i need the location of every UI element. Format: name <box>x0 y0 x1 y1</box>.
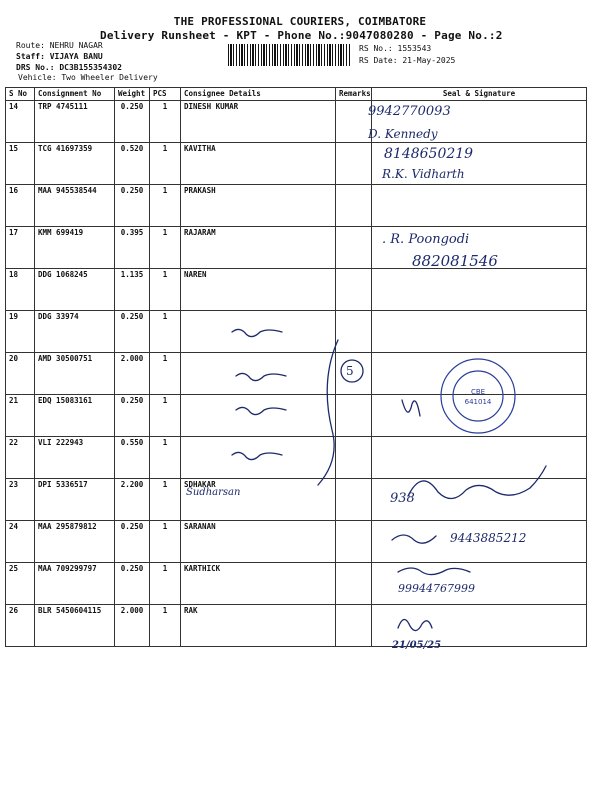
signature-scribble-row19 <box>232 329 282 336</box>
cell-sno: 20 <box>6 353 35 395</box>
cell-consignment: MAA 709299797 <box>35 563 115 605</box>
handwritten-date: 21/05/25 <box>392 640 442 651</box>
route-label: Route: NEHRU NAGAR <box>16 41 103 50</box>
drs-number: DRS No.: DC3B155354302 <box>16 63 122 72</box>
cell-pcs: 1 <box>150 185 181 227</box>
cell-consignee: DINESH KUMAR <box>181 101 336 143</box>
cell-consignee: PRAKASH <box>181 185 336 227</box>
cell-consignment: DPI 5336517 <box>35 479 115 521</box>
cell-sno: 16 <box>6 185 35 227</box>
cell-consignment: MAA 945538544 <box>35 185 115 227</box>
cell-sno: 14 <box>6 101 35 143</box>
handwritten-number-938: 938 <box>390 491 415 506</box>
cell-pcs: 1 <box>150 521 181 563</box>
cell-pcs: 1 <box>150 143 181 185</box>
cell-sno: 24 <box>6 521 35 563</box>
column-header-remarks: Remarks <box>336 88 372 101</box>
cell-weight: 0.250 <box>115 101 150 143</box>
signature-scribble-row24 <box>392 535 436 543</box>
signature-scribble-row21 <box>236 407 286 414</box>
cell-pcs: 1 <box>150 311 181 353</box>
seal-stamp <box>441 359 515 433</box>
cell-consignment: DDG 1068245 <box>35 269 115 311</box>
column-header-consignee: Consignee Details <box>181 88 336 101</box>
staff-label: Staff: VIJAYA BANU <box>16 52 103 61</box>
handwritten-name-poongodi: . R. Poongodi <box>382 232 470 247</box>
cell-consignee: RAJARAM <box>181 227 336 269</box>
cell-sno: 17 <box>6 227 35 269</box>
cell-pcs: 1 <box>150 605 181 647</box>
column-header-sno: S No <box>6 88 35 101</box>
cell-consignee: SDHAKAR <box>181 479 336 521</box>
cell-pcs: 1 <box>150 227 181 269</box>
cell-sno: 23 <box>6 479 35 521</box>
number-circle <box>341 360 363 382</box>
handwritten-phone-2: 8148650219 <box>384 146 474 162</box>
cell-sno: 15 <box>6 143 35 185</box>
cell-pcs: 1 <box>150 101 181 143</box>
cell-weight: 2.000 <box>115 605 150 647</box>
signature-final <box>398 619 432 630</box>
cell-pcs: 1 <box>150 479 181 521</box>
handwritten-name-vidharth: R.K. Vidharth <box>382 167 465 181</box>
cell-consignment: MAA 295879812 <box>35 521 115 563</box>
handwritten-name-kennedy: D. Kennedy <box>368 127 438 141</box>
document-title: THE PROFESSIONAL COURIERS, COIMBATORE <box>173 15 427 28</box>
signature-scribble-row25 <box>398 568 470 575</box>
seal-stamp-city: CBE <box>470 388 486 396</box>
handwritten-phone-1: 9942770093 <box>368 104 451 119</box>
handwritten-phone-5: 99944767999 <box>398 582 475 595</box>
cell-pcs: 1 <box>150 353 181 395</box>
signature-scribble-row22 <box>232 452 282 459</box>
cell-sno: 25 <box>6 563 35 605</box>
cell-consignment: TCG 41697359 <box>35 143 115 185</box>
signature-scribble-row21-right <box>402 400 420 416</box>
cell-sno: 22 <box>6 437 35 479</box>
cell-pcs: 1 <box>150 395 181 437</box>
cell-consignee: KAVITHA <box>181 143 336 185</box>
handwritten-circled-number: 5 <box>346 364 354 378</box>
cell-weight: 0.250 <box>115 521 150 563</box>
vehicle-label: Vehicle: Two Wheeler Delivery <box>18 73 158 82</box>
cell-sno: 18 <box>6 269 35 311</box>
cell-consignment: TRP 4745111 <box>35 101 115 143</box>
handwritten-name-sudharsan: Sudharsan <box>186 487 241 498</box>
cell-consignment: DDG 33974 <box>35 311 115 353</box>
cell-consignee: NAREN <box>181 269 336 311</box>
cell-weight: 2.000 <box>115 353 150 395</box>
cell-consignment: VLI 222943 <box>35 437 115 479</box>
cell-weight: 0.520 <box>115 143 150 185</box>
column-header-signature: Seal & Signature <box>372 88 587 101</box>
cell-weight: 0.250 <box>115 311 150 353</box>
cell-consignment: KMM 699419 <box>35 227 115 269</box>
cell-consignee: SARANAN <box>181 521 336 563</box>
cell-weight: 0.250 <box>115 563 150 605</box>
cell-weight: 0.250 <box>115 185 150 227</box>
cell-weight: 0.250 <box>115 395 150 437</box>
cell-weight: 1.135 <box>115 269 150 311</box>
cell-consignee: KARTHICK <box>181 563 336 605</box>
bracket-curve <box>318 340 338 485</box>
cell-sno: 21 <box>6 395 35 437</box>
column-header-pcs: PCS <box>150 88 181 101</box>
handwritten-phone-4: 9443885212 <box>450 531 527 545</box>
column-header-consignment: Consignment No <box>35 88 115 101</box>
cell-sno: 19 <box>6 311 35 353</box>
seal-stamp-pin: 641014 <box>464 398 492 406</box>
cell-pcs: 1 <box>150 269 181 311</box>
signature-scribble-row20 <box>236 373 286 380</box>
cell-weight: 0.395 <box>115 227 150 269</box>
cell-sno: 26 <box>6 605 35 647</box>
cell-consignee: RAK <box>181 605 336 647</box>
rs-number: RS No.: 1553543 <box>359 44 432 53</box>
cell-consignment: BLR 5450604115 <box>35 605 115 647</box>
cell-weight: 0.550 <box>115 437 150 479</box>
cell-consignment: AMD 30500751 <box>35 353 115 395</box>
column-header-weight: Weight <box>115 88 150 101</box>
signature-scribble-row23 <box>408 466 546 499</box>
cell-pcs: 1 <box>150 563 181 605</box>
cell-pcs: 1 <box>150 437 181 479</box>
cell-consignment: EDQ 15083161 <box>35 395 115 437</box>
rs-date: RS Date: 21-May-2025 <box>359 56 456 65</box>
cell-weight: 2.200 <box>115 479 150 521</box>
document-subtitle: Delivery Runsheet - KPT - Phone No.:9047080280 - Page No.:2 <box>100 29 503 42</box>
handwritten-phone-3: 882081546 <box>412 252 498 270</box>
